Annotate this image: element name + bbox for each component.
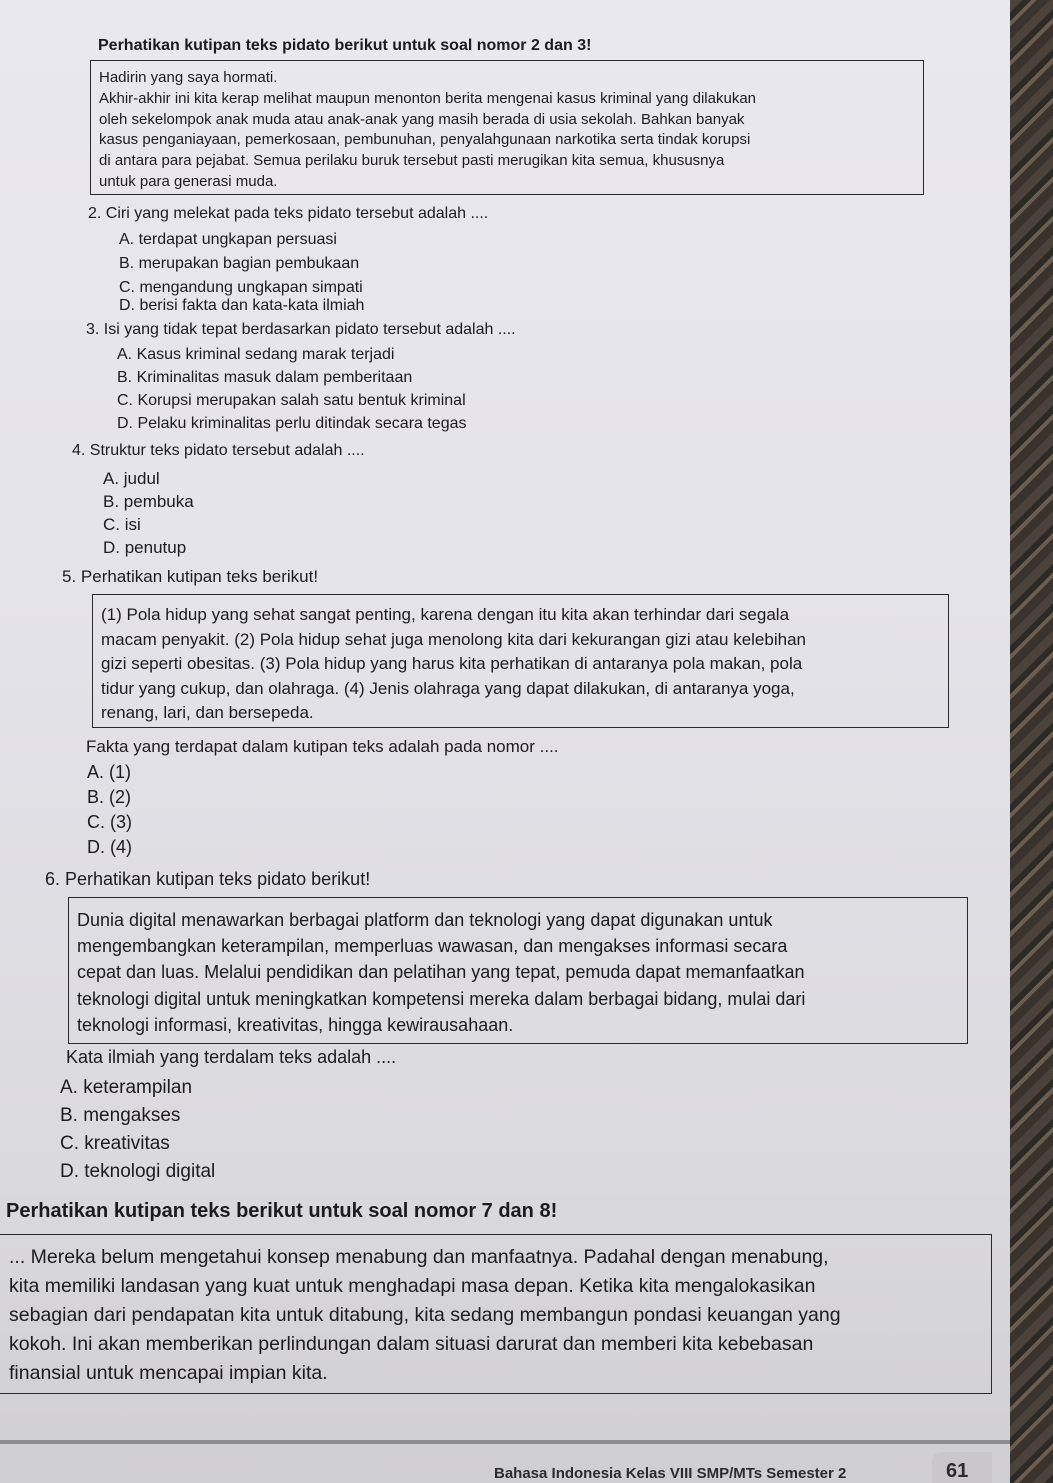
option-2b[interactable]: B. merupakan bagian pembukaan: [119, 255, 360, 272]
passage-line: di antara para pejabat. Semua perilaku buruk tersebut pasti merugikan kita semua, khususnya: [99, 152, 725, 170]
footer-text: Bahasa Indonesia Kelas VIII SMP/MTs Semester 2: [494, 1465, 847, 1482]
option-5d[interactable]: D. (4): [87, 837, 132, 857]
option-3c[interactable]: C. Korupsi merupakan salah satu bentuk kriminal: [117, 392, 466, 409]
passage-line: untuk para generasi muda.: [99, 172, 278, 190]
option-4a[interactable]: A. judul: [103, 469, 160, 488]
option-4c[interactable]: C. isi: [103, 515, 141, 534]
question-5-prompt: Fakta yang terdapat dalam kutipan teks adalah pada nomor ....: [86, 737, 559, 756]
passage-line: kita memiliki landasan yang kuat untuk menghadapi masa depan. Ketika kita mengalokasikan: [9, 1275, 816, 1297]
option-3d[interactable]: D. Pelaku kriminalitas perlu ditindak secara tegas: [117, 415, 467, 432]
passage-line: oleh sekelompok anak muda atau anak-anak yang masih berada di usia sekolah. Bahkan banyak: [99, 110, 745, 128]
passage-line: cepat dan luas. Melalui pendidikan dan pelatihan yang tepat, pemuda dapat memanfaatkan: [77, 962, 805, 983]
passage-box-2: [0, 1234, 992, 1394]
option-2a[interactable]: A. terdapat ungkapan persuasi: [119, 231, 337, 248]
option-5a[interactable]: A. (1): [87, 762, 132, 782]
passage-line: kokoh. Ini akan memberikan perlindungan dalam situasi darurat dan memberi kita kebebasan: [9, 1333, 814, 1355]
section-heading-1: Perhatikan kutipan teks pidato berikut untuk soal nomor 2 dan 3!: [98, 37, 592, 54]
passage-line: tidur yang cukup, dan olahraga. (4) Jenis olahraga yang dapat dilakukan, di antaranya yoga,: [101, 678, 795, 698]
question-2: 2. Ciri yang melekat pada teks pidato tersebut adalah ....: [88, 205, 489, 222]
background-edge: [1010, 0, 1053, 1483]
question-6: 6. Perhatikan kutipan teks pidato berikut!: [45, 869, 371, 889]
passage-line: (1) Pola hidup yang sehat sangat penting, karena dengan itu kita akan terhindar dari segala: [101, 605, 790, 624]
passage-line: kasus penganiayaan, pemerkosaan, pembunuhan, penyalahgunaan narkotika serta tindak korupsi: [99, 131, 751, 149]
passage-line: macam penyakit. (2) Pola hidup sehat juga menolong kita dari kekurangan gizi atau kelebihan: [101, 629, 806, 649]
option-5c[interactable]: C. (3): [87, 812, 132, 832]
passage-box-5: [92, 594, 949, 728]
option-2c[interactable]: C. mengandung ungkapan simpati: [119, 279, 363, 296]
option-5b[interactable]: B. (2): [87, 787, 132, 807]
passage-line: Akhir-akhir ini kita kerap melihat maupun menonton berita mengenai kasus kriminal yang dilakukan: [99, 89, 757, 107]
section-heading-2: Perhatikan kutipan teks berikut untuk soal nomor 7 dan 8!: [6, 1200, 558, 1222]
option-6c[interactable]: C. kreativitas: [60, 1133, 170, 1154]
option-3b[interactable]: B. Kriminalitas masuk dalam pemberitaan: [117, 369, 413, 386]
passage-line: teknologi informasi, kreativitas, hingga kewirausahaan.: [77, 1014, 514, 1035]
page-number-tab: [932, 1452, 992, 1483]
passage-box-6: [68, 897, 968, 1044]
passage-line: finansial untuk mencapai impian kita.: [9, 1362, 328, 1384]
passage-box-1: [90, 60, 924, 195]
option-4d[interactable]: D. penutup: [103, 538, 187, 557]
passage-line: Dunia digital menawarkan berbagai platform dan teknologi yang dapat digunakan untuk: [77, 910, 773, 930]
passage-line: gizi seperti obesitas. (3) Pola hidup yang harus kita perhatikan di antaranya pola makan, pola: [101, 654, 803, 673]
option-6d[interactable]: D. teknologi digital: [60, 1161, 216, 1182]
question-6-prompt: Kata ilmiah yang terdalam teks adalah ....: [66, 1047, 397, 1067]
option-3a[interactable]: A. Kasus kriminal sedang marak terjadi: [117, 346, 395, 363]
passage-line: sebagian dari pendapatan kita untuk ditabung, kita sedang membangun pondasi keuangan yang: [9, 1304, 841, 1326]
question-4: 4. Struktur teks pidato tersebut adalah ....: [72, 442, 365, 459]
option-6b[interactable]: B. mengakses: [60, 1105, 181, 1126]
option-2d[interactable]: D. berisi fakta dan kata-kata ilmiah: [119, 297, 365, 314]
passage-line: Hadirin yang saya hormati.: [99, 69, 278, 86]
page-number: 61: [946, 1460, 969, 1482]
passage-line: renang, lari, dan bersepeda.: [101, 703, 314, 722]
passage-line: ... Mereka belum mengetahui konsep menabung dan manfaatnya. Padahal dengan menabung,: [9, 1246, 829, 1268]
passage-line: mengembangkan keterampilan, memperluas wawasan, dan mengakses informasi secara: [77, 936, 788, 957]
question-3: 3. Isi yang tidak tepat berdasarkan pidato tersebut adalah ....: [86, 321, 516, 338]
question-5: 5. Perhatikan kutipan teks berikut!: [62, 567, 319, 586]
passage-line: teknologi digital untuk meningkatkan kompetensi mereka dalam berbagai bidang, mulai dari: [77, 988, 806, 1009]
footer-divider: [0, 1440, 1010, 1444]
option-6a[interactable]: A. keterampilan: [60, 1077, 193, 1098]
option-4b[interactable]: B. pembuka: [103, 492, 194, 511]
